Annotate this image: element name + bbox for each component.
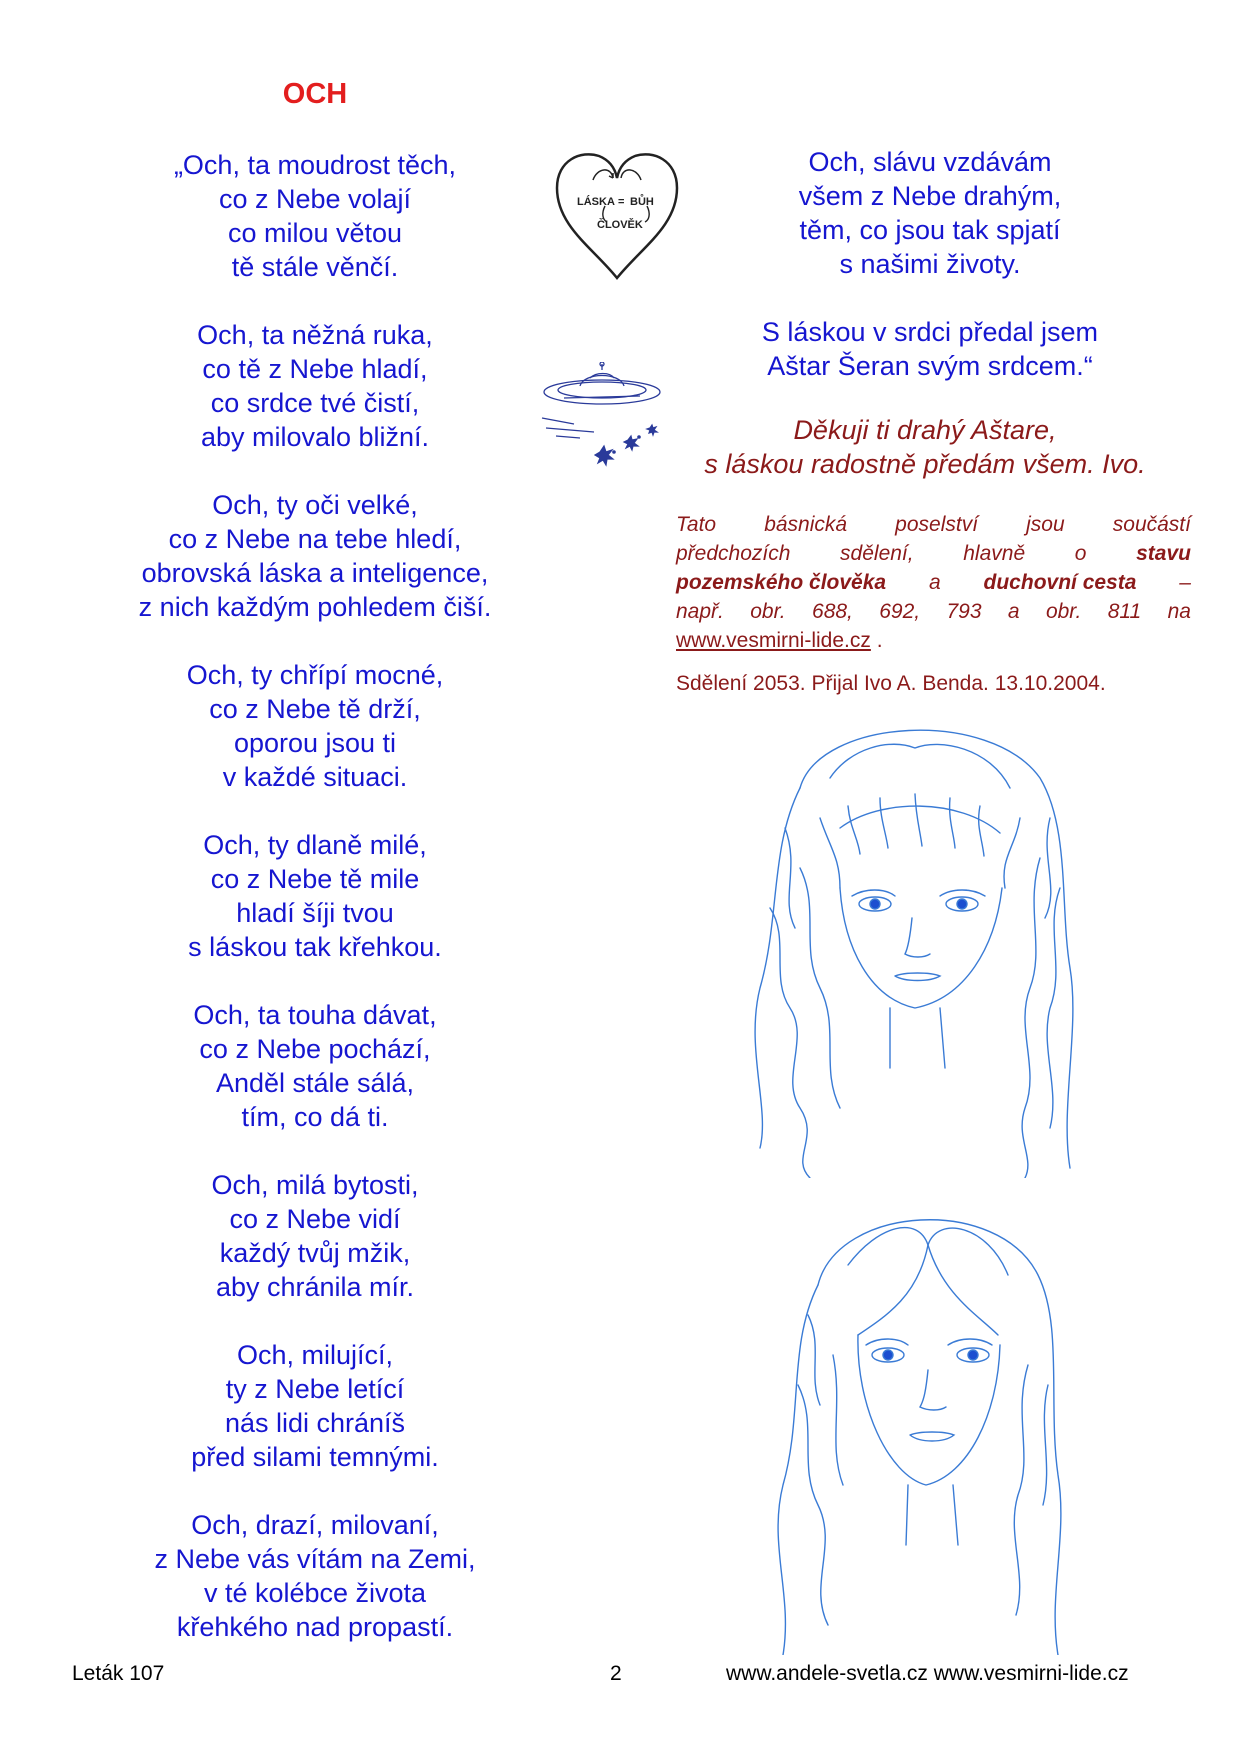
poem-line: Aštar Šeran svým srdcem.“ — [767, 351, 1093, 381]
poem-line: Och, ty chřípí mocné, — [186, 660, 444, 690]
poem-line: S láskou v srdci předal jsem — [761, 317, 1099, 347]
note-word: 793 — [946, 600, 982, 623]
note-row — [676, 626, 1191, 655]
heart-logo-icon — [553, 148, 681, 280]
note-row — [676, 539, 1191, 568]
note-word: a — [928, 571, 941, 594]
poem-stanza — [100, 488, 530, 624]
poem-line: aby milovalo bližní. — [200, 422, 430, 452]
right-poem — [690, 145, 1170, 417]
thanks-text — [660, 413, 1190, 481]
poem-stanza — [100, 318, 530, 454]
note-word: hlavně — [963, 542, 1026, 565]
poem-line: obrovská láska a inteligence, — [141, 558, 489, 588]
poem-stanza — [100, 1508, 530, 1644]
note-word: předchozích — [676, 542, 791, 565]
poem-stanza — [690, 145, 1170, 281]
note-word: o — [1074, 542, 1087, 565]
poem-line: s láskou tak křehkou. — [188, 932, 442, 962]
poem-line: Och, ty dlaně milé, — [203, 830, 427, 860]
note-word: a — [1007, 600, 1020, 623]
heart-equals: = — [618, 196, 625, 208]
poem-line: Och, ta touha dávat, — [193, 1000, 437, 1030]
footer-websites: www.andele-svetla.cz www.vesmirni-lide.cz — [726, 1662, 1129, 1685]
poem-line: z Nebe vás vítám na Zemi, — [154, 1544, 476, 1574]
note-word: básnická — [764, 513, 848, 536]
poem-line: všem z Nebe drahým, — [798, 181, 1062, 211]
poem-line: co z Nebe tě mile — [210, 864, 420, 894]
left-poem — [100, 148, 530, 1644]
page-number: 2 — [610, 1662, 622, 1685]
face-sketch-illustration — [748, 1185, 1093, 1655]
note-row — [676, 597, 1191, 626]
note-row — [676, 568, 1191, 597]
note-tail: . — [870, 629, 883, 652]
note-word: součástí — [1112, 513, 1191, 536]
poem-stanza — [100, 148, 530, 284]
note-word: např. — [676, 600, 724, 623]
poem-line: v každé situaci. — [222, 762, 408, 792]
note-paragraph — [676, 510, 1191, 655]
poem-line: co srdce tvé čistí, — [210, 388, 420, 418]
note-word: 692, — [879, 600, 921, 623]
poem-stanza — [100, 658, 530, 794]
poem-stanza — [100, 998, 530, 1134]
poem-line: Och, milá bytosti, — [211, 1170, 419, 1200]
poem-line: z nich každým pohledem čiší. — [138, 592, 492, 622]
poem-line: „Och, ta moudrost těch, — [173, 150, 457, 180]
poem-line: co z Nebe volají — [218, 184, 412, 214]
poem-stanza — [690, 315, 1170, 383]
heart-word-clovek: ČLOVĚK — [597, 219, 643, 231]
note-dash: – — [1179, 571, 1191, 594]
poem-line: Och, ty oči velké, — [212, 490, 418, 520]
poem-line: křehkého nad propastí. — [176, 1612, 454, 1642]
face-sketch-illustration — [740, 708, 1090, 1178]
note-word: 811 — [1107, 600, 1142, 623]
note-bold-phrase: pozemského člověka — [676, 571, 887, 594]
note-word: jsou — [1026, 513, 1065, 536]
poem-line: co z Nebe na tebe hledí, — [168, 524, 462, 554]
poem-line: co z Nebe tě drží, — [209, 694, 421, 724]
poem-line: hladí šíji tvou — [236, 898, 394, 928]
poem-line: co tě z Nebe hladí, — [202, 354, 428, 384]
poem-line: každý tvůj mžik, — [219, 1238, 411, 1268]
poem-line: Anděl stále sálá, — [215, 1068, 415, 1098]
heart-word-buh: BŮH — [630, 196, 654, 208]
note-row — [676, 510, 1191, 539]
poem-line: Och, milující, — [236, 1340, 394, 1370]
poem-line: tím, co dá ti. — [241, 1102, 389, 1132]
poem-line: aby chránila mír. — [215, 1272, 415, 1302]
message-source: Sdělení 2053. Přijal Ivo A. Benda. 13.10.2004. — [676, 672, 1106, 695]
poem-line: nás lidi chráníš — [224, 1408, 406, 1438]
heart-word-laska: LÁSKA — [577, 196, 615, 208]
poem-stanza — [100, 1168, 530, 1304]
thanks-line: s láskou radostně předám všem. Ivo. — [704, 449, 1146, 479]
note-word: 688, — [812, 600, 853, 623]
poem-line: Och, ta něžná ruka, — [197, 320, 433, 350]
poem-line: Och, drazí, milovaní, — [191, 1510, 439, 1540]
leaflet-number: Leták 107 — [72, 1662, 165, 1685]
note-word: Tato — [676, 513, 717, 536]
poem-line: tě stále věnčí. — [231, 252, 399, 282]
note-word: obr. — [1045, 600, 1082, 623]
note-word: poselství — [895, 513, 979, 536]
poem-line: oporou jsou ti — [233, 728, 397, 758]
page-title: OCH — [282, 78, 348, 110]
poem-line: Och, slávu vzdávám — [808, 147, 1052, 177]
note-bold-phrase: duchovní cesta — [983, 571, 1137, 594]
poem-line: před silami temnými. — [191, 1442, 439, 1472]
poem-line: v té kolébce života — [203, 1578, 427, 1608]
note-word: obr. — [750, 600, 786, 623]
poem-line: co z Nebe pochází, — [199, 1034, 431, 1064]
website-link[interactable]: www.vesmirni-lide.cz — [676, 629, 871, 652]
poem-line: co z Nebe vidí — [229, 1204, 401, 1234]
note-bold-word: stavu — [1136, 542, 1191, 565]
poem-line: ty z Nebe letící — [225, 1374, 405, 1404]
poem-line: těm, co jsou tak spjatí — [799, 215, 1061, 245]
note-word: sdělení, — [840, 542, 914, 565]
poem-line: s našimi životy. — [839, 249, 1021, 279]
poem-line: co milou větou — [227, 218, 403, 248]
thanks-line: Děkuji ti drahý Aštare, — [793, 415, 1057, 445]
poem-stanza — [100, 828, 530, 964]
note-word: na — [1167, 600, 1191, 623]
poem-stanza — [100, 1338, 530, 1474]
